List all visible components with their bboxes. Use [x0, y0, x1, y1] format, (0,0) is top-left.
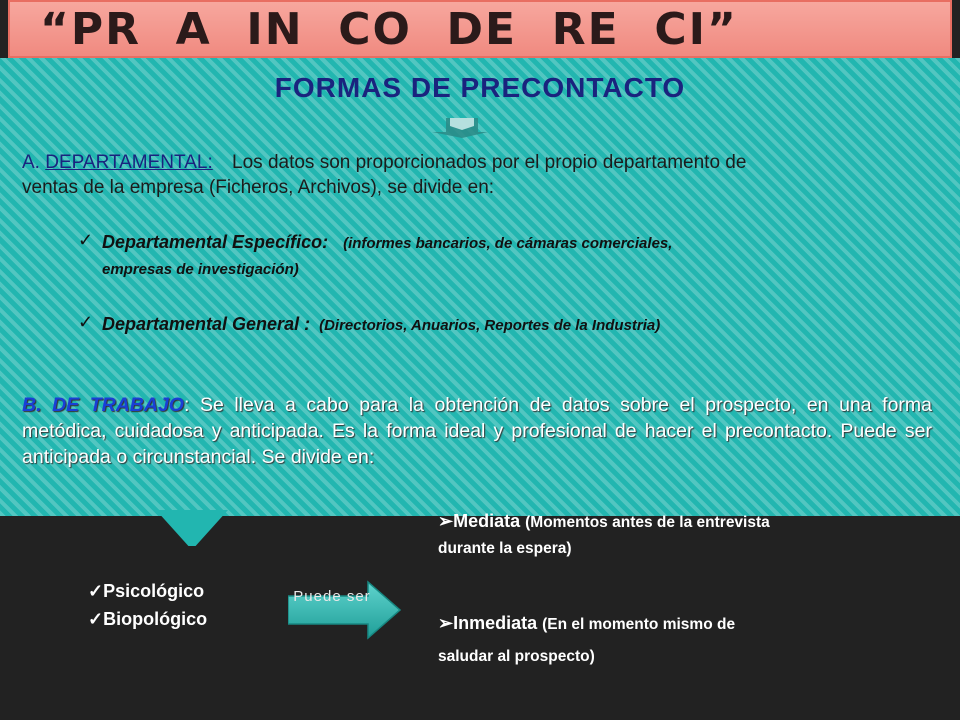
bullet-1-detail-2: empresas de investigación)	[102, 261, 299, 278]
option-inmediata-detail-1: (En el momento mismo de	[542, 616, 736, 633]
b-prefix: B.	[22, 394, 42, 416]
section-title: FORMAS DE PRECONTACTO	[274, 72, 686, 103]
type-psicologico-label: Psicológico	[103, 581, 205, 601]
type-item-biopologico	[88, 606, 207, 632]
option-inmediata-label: Inmediata	[453, 613, 538, 633]
option-mediata	[438, 508, 770, 536]
bullet-1-label: Departamental Específico:	[102, 232, 329, 252]
chevron-down-icon	[432, 114, 492, 138]
b-keyword: DE TRABAJO	[52, 394, 184, 416]
checkmark-icon: ✓	[88, 581, 104, 601]
a-keyword: DEPARTAMENTAL:	[45, 152, 213, 173]
checkmark-icon: ✓	[78, 230, 94, 250]
option-inmediata-line-2	[438, 642, 595, 670]
option-mediata-line-2	[438, 534, 572, 562]
paragraph-a-line-1	[22, 150, 938, 175]
a-prefix: A.	[22, 152, 40, 173]
bullet-departamental-especifico	[102, 230, 922, 256]
checkmark-icon: ✓	[78, 312, 94, 332]
option-mediata-label: Mediata	[453, 511, 521, 531]
arrow-bullet-icon: ➢	[438, 511, 454, 531]
bullet-departamental-general	[102, 312, 922, 338]
option-mediata-detail-1: (Momentos antes de la entrevista	[525, 514, 770, 531]
paragraph-a-line-2: ventas de la empresa (Ficheros, Archivos), se divide en:	[22, 177, 495, 198]
paragraph-b	[22, 392, 932, 470]
bullet-1-detail-1: (informes bancarios, de cámaras comerciales,	[343, 235, 673, 252]
bullet-1-detail-line-2	[102, 256, 299, 282]
slide-title: “PR A IN CO DE RE CI”	[40, 4, 738, 55]
panel-pointer	[156, 510, 228, 546]
checkmark-icon: ✓	[88, 609, 104, 629]
a-text-1: Los datos son proporcionados por el propio departamento de	[232, 152, 747, 173]
type-item-psicologico	[88, 578, 204, 604]
option-inmediata	[438, 610, 735, 638]
title-bar	[8, 0, 952, 58]
option-mediata-detail-2: durante la espera)	[438, 540, 572, 557]
bullet-2-detail-1: (Directorios, Anuarios, Reportes de la Industria)	[319, 317, 661, 334]
arrow-label: Puede ser	[293, 588, 371, 605]
arrow-bullet-icon: ➢	[438, 613, 454, 633]
b-text: : Se lleva a cabo para la obtención de datos sobre el prospecto, en una forma metódica, cuidadosa y anticipada. Es la forma ideal y profesional de hacer el precontacto. Puede ser anticipada o circunstancial. Se divide en:	[22, 394, 932, 468]
option-inmediata-detail-2: saludar al prospecto)	[438, 648, 595, 665]
type-biopologico-label: Biopológico	[103, 609, 208, 629]
bullet-2-label: Departamental General :	[102, 314, 311, 334]
